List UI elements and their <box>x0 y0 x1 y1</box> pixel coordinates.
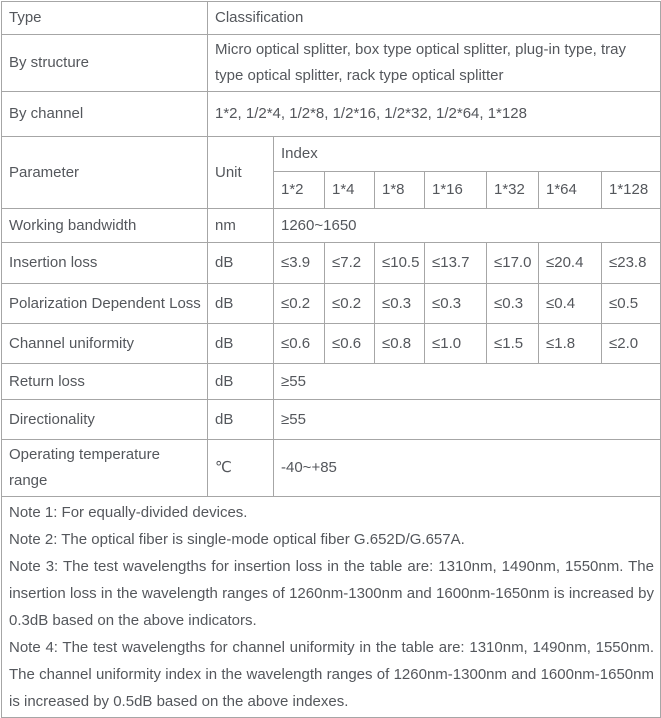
pdl-1x2: ≤0.2 <box>274 284 325 324</box>
insertion-loss-1x128: ≤23.8 <box>602 243 661 284</box>
channel-uniformity-1x64: ≤1.8 <box>539 324 602 364</box>
pdl-1x8: ≤0.3 <box>375 284 425 324</box>
row-value-directionality: ≥55 <box>274 400 661 440</box>
channel-uniformity-1x32: ≤1.5 <box>487 324 539 364</box>
header-parameter: Parameter <box>2 137 208 209</box>
table-row-directionality <box>2 400 661 440</box>
pdl-1x16: ≤0.3 <box>425 284 487 324</box>
header-channel-1x128: 1*128 <box>602 172 661 209</box>
notes-cell <box>2 497 661 718</box>
insertion-loss-1x32: ≤17.0 <box>487 243 539 284</box>
header-channel-1x32: 1*32 <box>487 172 539 209</box>
insertion-loss-1x8: ≤10.5 <box>375 243 425 284</box>
row-value-by-structure: Micro optical splitter, box type optical splitter, plug-in type, tray type optical splitter, rack type optical splitter <box>208 35 661 92</box>
table-row-type <box>2 2 661 35</box>
header-channel-1x16: 1*16 <box>425 172 487 209</box>
row-value-by-channel: 1*2, 1/2*4, 1/2*8, 1/2*16, 1/2*32, 1/2*64, 1*128 <box>208 92 661 137</box>
row-value-operating-temperature: -40~+85 <box>274 440 661 497</box>
table-row-pdl <box>2 284 661 324</box>
row-label-return-loss: Return loss <box>2 364 208 400</box>
note-2: Note 2: The optical fiber is single-mode optical fiber G.652D/G.657A. <box>9 531 465 548</box>
table-row-by-channel <box>2 92 661 137</box>
channel-uniformity-1x8: ≤0.8 <box>375 324 425 364</box>
header-channel-1x4: 1*4 <box>325 172 375 209</box>
row-unit-operating-temperature: ℃ <box>208 440 274 497</box>
row-label-working-bandwidth: Working bandwidth <box>2 209 208 243</box>
insertion-loss-1x16: ≤13.7 <box>425 243 487 284</box>
row-label-by-channel: By channel <box>2 92 208 137</box>
table-row-return-loss <box>2 364 661 400</box>
note-3: Note 3: The test wavelengths for insertion loss in the table are: 1310nm, 1490nm, 1550nm. The insertion loss in the wavelength ranges of 1260nm-1300nm and 1600nm-1650nm is increased by 0.3dB based on the above indicators. <box>9 558 654 629</box>
pdl-1x32: ≤0.3 <box>487 284 539 324</box>
row-label-type: Type <box>2 2 208 35</box>
table-header-row-index <box>2 137 661 172</box>
spec-sheet <box>1 1 660 718</box>
optical-splitter-spec-table <box>1 1 661 718</box>
row-label-channel-uniformity: Channel uniformity <box>2 324 208 364</box>
row-value-working-bandwidth: 1260~1650 <box>274 209 661 243</box>
pdl-1x64: ≤0.4 <box>539 284 602 324</box>
insertion-loss-1x2: ≤3.9 <box>274 243 325 284</box>
channel-uniformity-1x128: ≤2.0 <box>602 324 661 364</box>
header-channel-1x2: 1*2 <box>274 172 325 209</box>
table-row-working-bandwidth <box>2 209 661 243</box>
row-label-directionality: Directionality <box>2 400 208 440</box>
row-unit-insertion-loss: dB <box>208 243 274 284</box>
row-label-by-structure: By structure <box>2 35 208 92</box>
row-unit-pdl: dB <box>208 284 274 324</box>
row-value-return-loss: ≥55 <box>274 364 661 400</box>
row-label-insertion-loss: Insertion loss <box>2 243 208 284</box>
channel-uniformity-1x16: ≤1.0 <box>425 324 487 364</box>
header-index: Index <box>274 137 661 172</box>
insertion-loss-1x64: ≤20.4 <box>539 243 602 284</box>
note-1: Note 1: For equally-divided devices. <box>9 504 248 521</box>
table-row-insertion-loss <box>2 243 661 284</box>
channel-uniformity-1x2: ≤0.6 <box>274 324 325 364</box>
table-row-channel-uniformity <box>2 324 661 364</box>
row-unit-return-loss: dB <box>208 364 274 400</box>
insertion-loss-1x4: ≤7.2 <box>325 243 375 284</box>
row-unit-channel-uniformity: dB <box>208 324 274 364</box>
table-row-operating-temperature <box>2 440 661 497</box>
row-unit-working-bandwidth: nm <box>208 209 274 243</box>
channel-uniformity-1x4: ≤0.6 <box>325 324 375 364</box>
row-unit-directionality: dB <box>208 400 274 440</box>
row-label-operating-temperature: Operating temperature range <box>2 440 208 497</box>
pdl-1x128: ≤0.5 <box>602 284 661 324</box>
row-label-pdl: Polarization Dependent Loss <box>2 284 208 324</box>
pdl-1x4: ≤0.2 <box>325 284 375 324</box>
table-row-by-structure <box>2 35 661 92</box>
note-4: Note 4: The test wavelengths for channel uniformity in the table are: 1310nm, 1490nm, 1550nm. The channel uniformity index in the wavelength ranges of 1260nm-1300nm and 1600nm-1650nm is increased by 0.5dB based on the above indexes. <box>9 639 654 710</box>
header-channel-1x8: 1*8 <box>375 172 425 209</box>
header-unit: Unit <box>208 137 274 209</box>
header-channel-1x64: 1*64 <box>539 172 602 209</box>
table-row-notes <box>2 497 661 718</box>
row-value-type: Classification <box>208 2 661 35</box>
